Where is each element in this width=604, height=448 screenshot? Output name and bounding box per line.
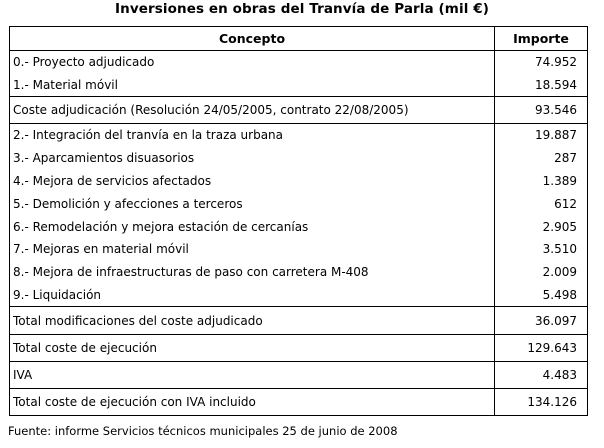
table-row bbox=[10, 124, 588, 147]
table-row bbox=[10, 335, 588, 362]
table-row bbox=[10, 362, 588, 389]
source-note: Fuente: informe Servicios técnicos municipales 25 de junio de 2008 bbox=[8, 424, 398, 438]
table-row bbox=[10, 215, 588, 238]
amount-cell: 74.952 bbox=[495, 51, 588, 74]
concept-cell: Total coste de ejecución bbox=[10, 335, 495, 362]
investment-table bbox=[9, 26, 588, 416]
concept-cell: Total coste de ejecución con IVA incluido bbox=[10, 389, 495, 416]
amount-cell: 612 bbox=[495, 192, 588, 215]
amount-cell: 129.643 bbox=[495, 335, 588, 362]
table-title: Inversiones en obras del Tranvía de Parla (mil €) bbox=[115, 1, 489, 17]
concept-cell: Coste adjudicación (Resolución 24/05/2005, contrato 22/08/2005) bbox=[10, 97, 495, 124]
table-row bbox=[10, 97, 588, 124]
amount-cell: 287 bbox=[495, 146, 588, 169]
amount-cell: 2.009 bbox=[495, 261, 588, 284]
concept-cell: 3.- Aparcamientos disuasorios bbox=[10, 146, 495, 169]
table-row bbox=[10, 51, 588, 74]
amount-cell: 1.389 bbox=[495, 169, 588, 192]
concept-cell: 0.- Proyecto adjudicado bbox=[10, 51, 495, 74]
table-row bbox=[10, 238, 588, 261]
amount-cell: 19.887 bbox=[495, 124, 588, 147]
table-row bbox=[10, 192, 588, 215]
concept-cell: Total modificaciones del coste adjudicado bbox=[10, 307, 495, 335]
table-row bbox=[10, 74, 588, 97]
amount-cell: 4.483 bbox=[495, 362, 588, 389]
amount-cell: 2.905 bbox=[495, 215, 588, 238]
concept-cell: 1.- Material móvil bbox=[10, 74, 495, 97]
concept-cell: 8.- Mejora de infraestructuras de paso con carretera M-408 bbox=[10, 261, 495, 284]
table-row bbox=[10, 389, 588, 416]
table-header-row bbox=[10, 27, 588, 51]
concept-cell: 5.- Demolición y afecciones a terceros bbox=[10, 192, 495, 215]
table-row bbox=[10, 284, 588, 307]
amount-cell: 93.546 bbox=[495, 97, 588, 124]
concept-cell: IVA bbox=[10, 362, 495, 389]
table-row bbox=[10, 307, 588, 335]
amount-cell: 3.510 bbox=[495, 238, 588, 261]
amount-column-header: Importe bbox=[495, 27, 588, 51]
amount-cell: 5.498 bbox=[495, 284, 588, 307]
table-body bbox=[10, 51, 588, 416]
concept-column-header: Concepto bbox=[10, 27, 495, 51]
table-row bbox=[10, 261, 588, 284]
concept-cell: 6.- Remodelación y mejora estación de cercanías bbox=[10, 215, 495, 238]
table-row bbox=[10, 169, 588, 192]
concept-cell: 7.- Mejoras en material móvil bbox=[10, 238, 495, 261]
amount-cell: 134.126 bbox=[495, 389, 588, 416]
amount-cell: 36.097 bbox=[495, 307, 588, 335]
amount-cell: 18.594 bbox=[495, 74, 588, 97]
concept-cell: 4.- Mejora de servicios afectados bbox=[10, 169, 495, 192]
table-row bbox=[10, 146, 588, 169]
concept-cell: 9.- Liquidación bbox=[10, 284, 495, 307]
concept-cell: 2.- Integración del tranvía en la traza urbana bbox=[10, 124, 495, 147]
